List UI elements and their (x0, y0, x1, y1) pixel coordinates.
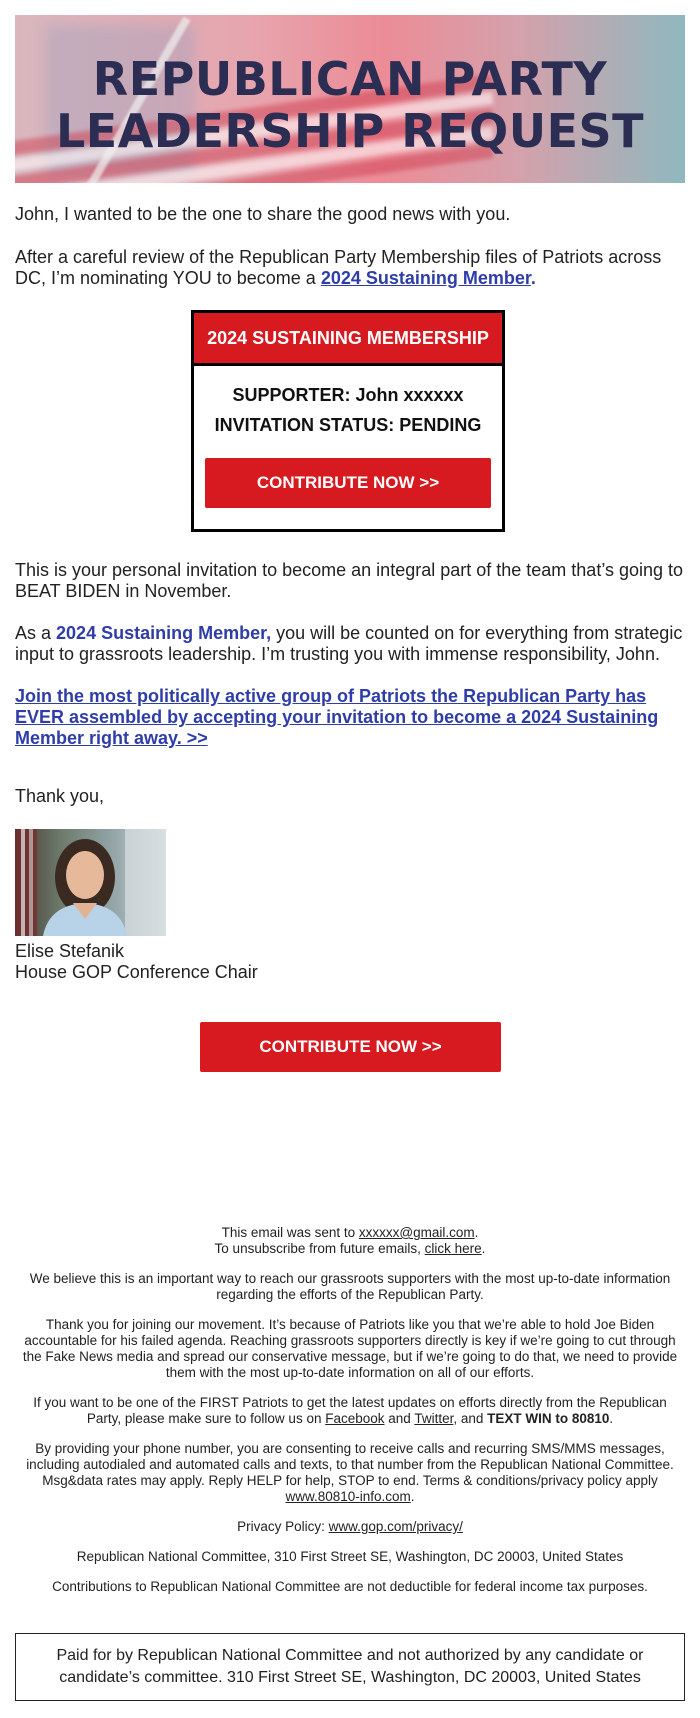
footer-sms-consent (15, 1441, 685, 1505)
facebook-link[interactable]: Facebook (325, 1411, 385, 1426)
unsubscribe-suffix: . (481, 1241, 486, 1256)
join-invitation-link[interactable]: Join the most politically active group of Patriots the Republican Party has EVER assembled by accepting your invitation to become a 2024 Sustaining Member right away. >> (15, 686, 659, 748)
header-banner (15, 15, 685, 183)
join-paragraph (15, 686, 685, 749)
invitation-paragraph: This is your personal invitation to become an integral part of the team that’s going to BEAT BIDEN in November. (15, 560, 684, 601)
banner-title-line2: LEADERSHIP REQUEST (55, 104, 645, 158)
signer-name: Elise Stefanik (15, 941, 125, 961)
sustaining-member-label: 2024 Sustaining Member, (56, 623, 272, 643)
footer (15, 1225, 685, 1609)
paid-for-disclaimer: Paid for by Republican National Committee and not authorized by any candidate or candidate’s committee. 310 First Street SE, Washington, DC 20003, United States (15, 1633, 685, 1701)
membership-card-header: 2024 SUSTAINING MEMBERSHIP (194, 313, 502, 366)
thank-you-text: Thank you, (15, 786, 105, 806)
signer-photo (15, 829, 166, 936)
banner-title (15, 53, 685, 157)
responsibility-paragraph (15, 623, 685, 665)
privacy-prefix: Privacy Policy: (237, 1519, 329, 1534)
nomination-text: After a careful review of the Republican Party Membership files of Patriots across DC, I’m nominating YOU to become a (15, 247, 662, 288)
sms-end: . (410, 1489, 415, 1504)
footer-para-movement: Thank you for joining our movement. It’s because of Patriots like you that we’re able to hold Joe Biden accountable for his failed agenda. Reaching grassroots supporters directly is key if we’re going to cut through the Fake News media and spread our conservative message, but if we’re going to do that, we need to provide them with the most up-to-date information on all of our efforts. (22, 1317, 678, 1380)
recipient-email-link[interactable]: xxxxxx@gmail.com (358, 1225, 475, 1240)
text-win-keyword: TEXT WIN to 80810 (487, 1411, 610, 1426)
nomination-paragraph (15, 247, 685, 289)
greeting-text: John, I wanted to be the one to share the good news with you. (15, 204, 511, 224)
responsibility-text: you will be counted on for everything from strategic input to grassroots leadership. I’m trusting you with immense responsibility, John. (15, 623, 683, 664)
twitter-link[interactable]: Twitter (414, 1411, 454, 1426)
unsubscribe-prefix: To unsubscribe from future emails, (214, 1241, 425, 1256)
email-body (15, 15, 685, 1686)
portrait-image (15, 829, 166, 936)
footer-para-outreach: We believe this is an important way to reach our grassroots supporters with the most up-to-date information regarding the efforts of the Republican Party. (29, 1271, 671, 1302)
contribute-now-button-card[interactable]: CONTRIBUTE NOW >> (205, 458, 491, 508)
sent-to-suffix: . (474, 1225, 479, 1240)
privacy-policy-link[interactable]: www.gop.com/privacy/ (328, 1519, 463, 1534)
banner-title-line1: REPUBLICAN PARTY (92, 52, 608, 106)
signer-title: House GOP Conference Chair (15, 962, 258, 982)
privacy-policy-line (15, 1519, 685, 1535)
follow-comma-and: , and (453, 1411, 488, 1426)
sent-to-prefix: This email was sent to (221, 1225, 359, 1240)
tax-disclaimer: Contributions to Republican National Committee are not deductible for federal income tax purposes. (52, 1579, 648, 1594)
sms-terms-link[interactable]: www.80810-info.com (285, 1489, 411, 1504)
invitation-status-line: INVITATION STATUS: PENDING (214, 415, 482, 435)
as-a-text: As a (15, 623, 57, 643)
contribute-now-button-main[interactable]: CONTRIBUTE NOW >> (200, 1022, 501, 1072)
follow-and: and (384, 1411, 415, 1426)
follow-prefix: If you want to be one of the FIRST Patriots to get the latest updates on efforts directly from the Republican Party, please make sure to follow us on (33, 1395, 667, 1426)
sent-to-line (15, 1225, 685, 1241)
nomination-period: . (530, 268, 536, 288)
sms-consent-text: By providing your phone number, you are consenting to receive calls and recurring SMS/MMS messages, including autodialed and automated calls and texts, to that number from the Republican National Committee. Msg&data rates may apply. Reply HELP for help, STOP to end. Terms & conditions/privacy policy apply (26, 1441, 674, 1488)
unsubscribe-line (15, 1241, 685, 1257)
footer-follow-line (15, 1395, 685, 1427)
rnc-address: Republican National Committee, 310 First Street SE, Washington, DC 20003, United States (76, 1549, 624, 1564)
supporter-line: SUPPORTER: John xxxxxx (232, 385, 464, 405)
membership-card (191, 310, 505, 532)
sustaining-member-link[interactable]: 2024 Sustaining Member (320, 268, 531, 288)
unsubscribe-link[interactable]: click here (424, 1241, 482, 1256)
follow-end: . (609, 1411, 614, 1426)
